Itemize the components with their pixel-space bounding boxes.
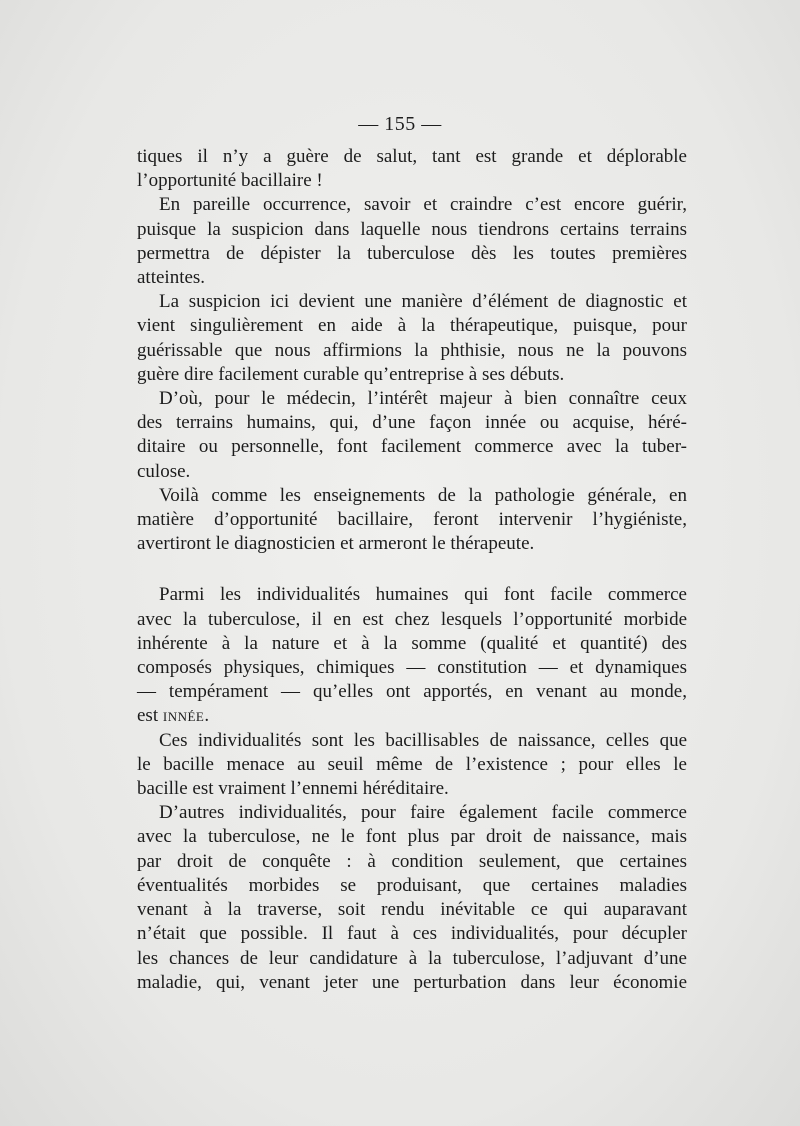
paragraph-line: La suspicion ici devient une manière d’élément de diagnostic et [159, 291, 687, 313]
paragraph-line: avec la tuberculose, il en est chez lesquels l’opportunité morbide [137, 608, 687, 630]
paragraph-line: avertiront le diagnosticien et armeront le thérapeute. [137, 533, 535, 555]
paragraph-line: venant à la traverse, soit rendu inévitable ce qui auparavant [137, 899, 687, 921]
paragraph-line [137, 704, 687, 728]
paragraph-line: ditaire ou personnelle, font facilement commerce avec la tuber- [137, 436, 687, 458]
paragraph-line: bacille est vraiment l’ennemi héréditaire. [137, 778, 449, 800]
paragraph-line: n’était que possible. Il faut à ces individualités, pour décupler [137, 923, 687, 945]
paragraph-line: le bacille menace au seuil même de l’existence ; pour elles le [137, 753, 687, 775]
paragraph-line: D’où, pour le médecin, l’intérêt majeur à bien connaître ceux [159, 388, 687, 410]
paragraph-line: guérissable que nous affirmions la phthisie, nous ne la pouvons [137, 339, 687, 361]
line-prefix: est [137, 705, 163, 727]
paragraph-line: éventualités morbides se produisant, que certaines maladies [137, 874, 687, 896]
line-suffix: . [204, 705, 210, 727]
body-text [137, 145, 687, 995]
paragraph-line: composés physiques, chimiques — constitution — et dynamiques [137, 657, 687, 679]
paragraph-line: maladie, qui, venant jeter une perturbation dans leur économie [137, 971, 687, 993]
paragraph-line: matière d’opportunité bacillaire, feront intervenir l’hygiéniste, [137, 509, 687, 531]
paragraph-line: l’opportunité bacillaire ! [137, 170, 323, 192]
paragraph-line: par droit de conquête : à condition seulement, que certaines [137, 850, 687, 872]
paragraph-line: Ces individualités sont les bacillisables de naissance, celles que [159, 729, 687, 751]
emphasis-innee: innée [162, 705, 205, 727]
paragraph-line: les chances de leur candidature à la tuberculose, l’adjuvant d’une [137, 947, 687, 969]
paragraph-line: vient singulièrement en aide à la thérapeutique, puisque, pour [137, 315, 687, 337]
paragraph-line: tiques il n’y a guère de salut, tant est grande et déplorable [137, 146, 687, 167]
paragraph-line: En pareille occurrence, savoir et craindre c’est encore guérir, [159, 194, 687, 216]
paragraph-line: inhérente à la nature et à la somme (qualité et quantité) des [137, 632, 687, 654]
paragraph-line: atteintes. [137, 267, 206, 289]
paragraph-line: avec la tuberculose, ne le font plus par droit de naissance, mais [137, 826, 687, 848]
page-number: — 155 — [358, 113, 442, 135]
paragraph-line: guère dire facilement curable qu’entreprise à ses débuts. [137, 363, 565, 385]
paragraph-line: — tempérament — qu’elles ont apportés, en venant au monde, [137, 681, 687, 703]
paragraph-line: puisque la suspicion dans laquelle nous tiendrons certains terrains [137, 218, 687, 240]
paragraph-line: permettra de dépister la tuberculose dès les toutes premières [137, 242, 687, 264]
section-break [137, 556, 687, 583]
paragraph-line: D’autres individualités, pour faire également facile commerce [159, 802, 687, 824]
paragraph-line: Parmi les individualités humaines qui font facile commerce [159, 584, 687, 606]
paragraph-line: des terrains humains, qui, d’une façon innée ou acquise, héré- [137, 412, 687, 434]
paragraph-line: culose. [137, 460, 191, 482]
paragraph-line: Voilà comme les enseignements de la pathologie générale, en [159, 484, 687, 506]
